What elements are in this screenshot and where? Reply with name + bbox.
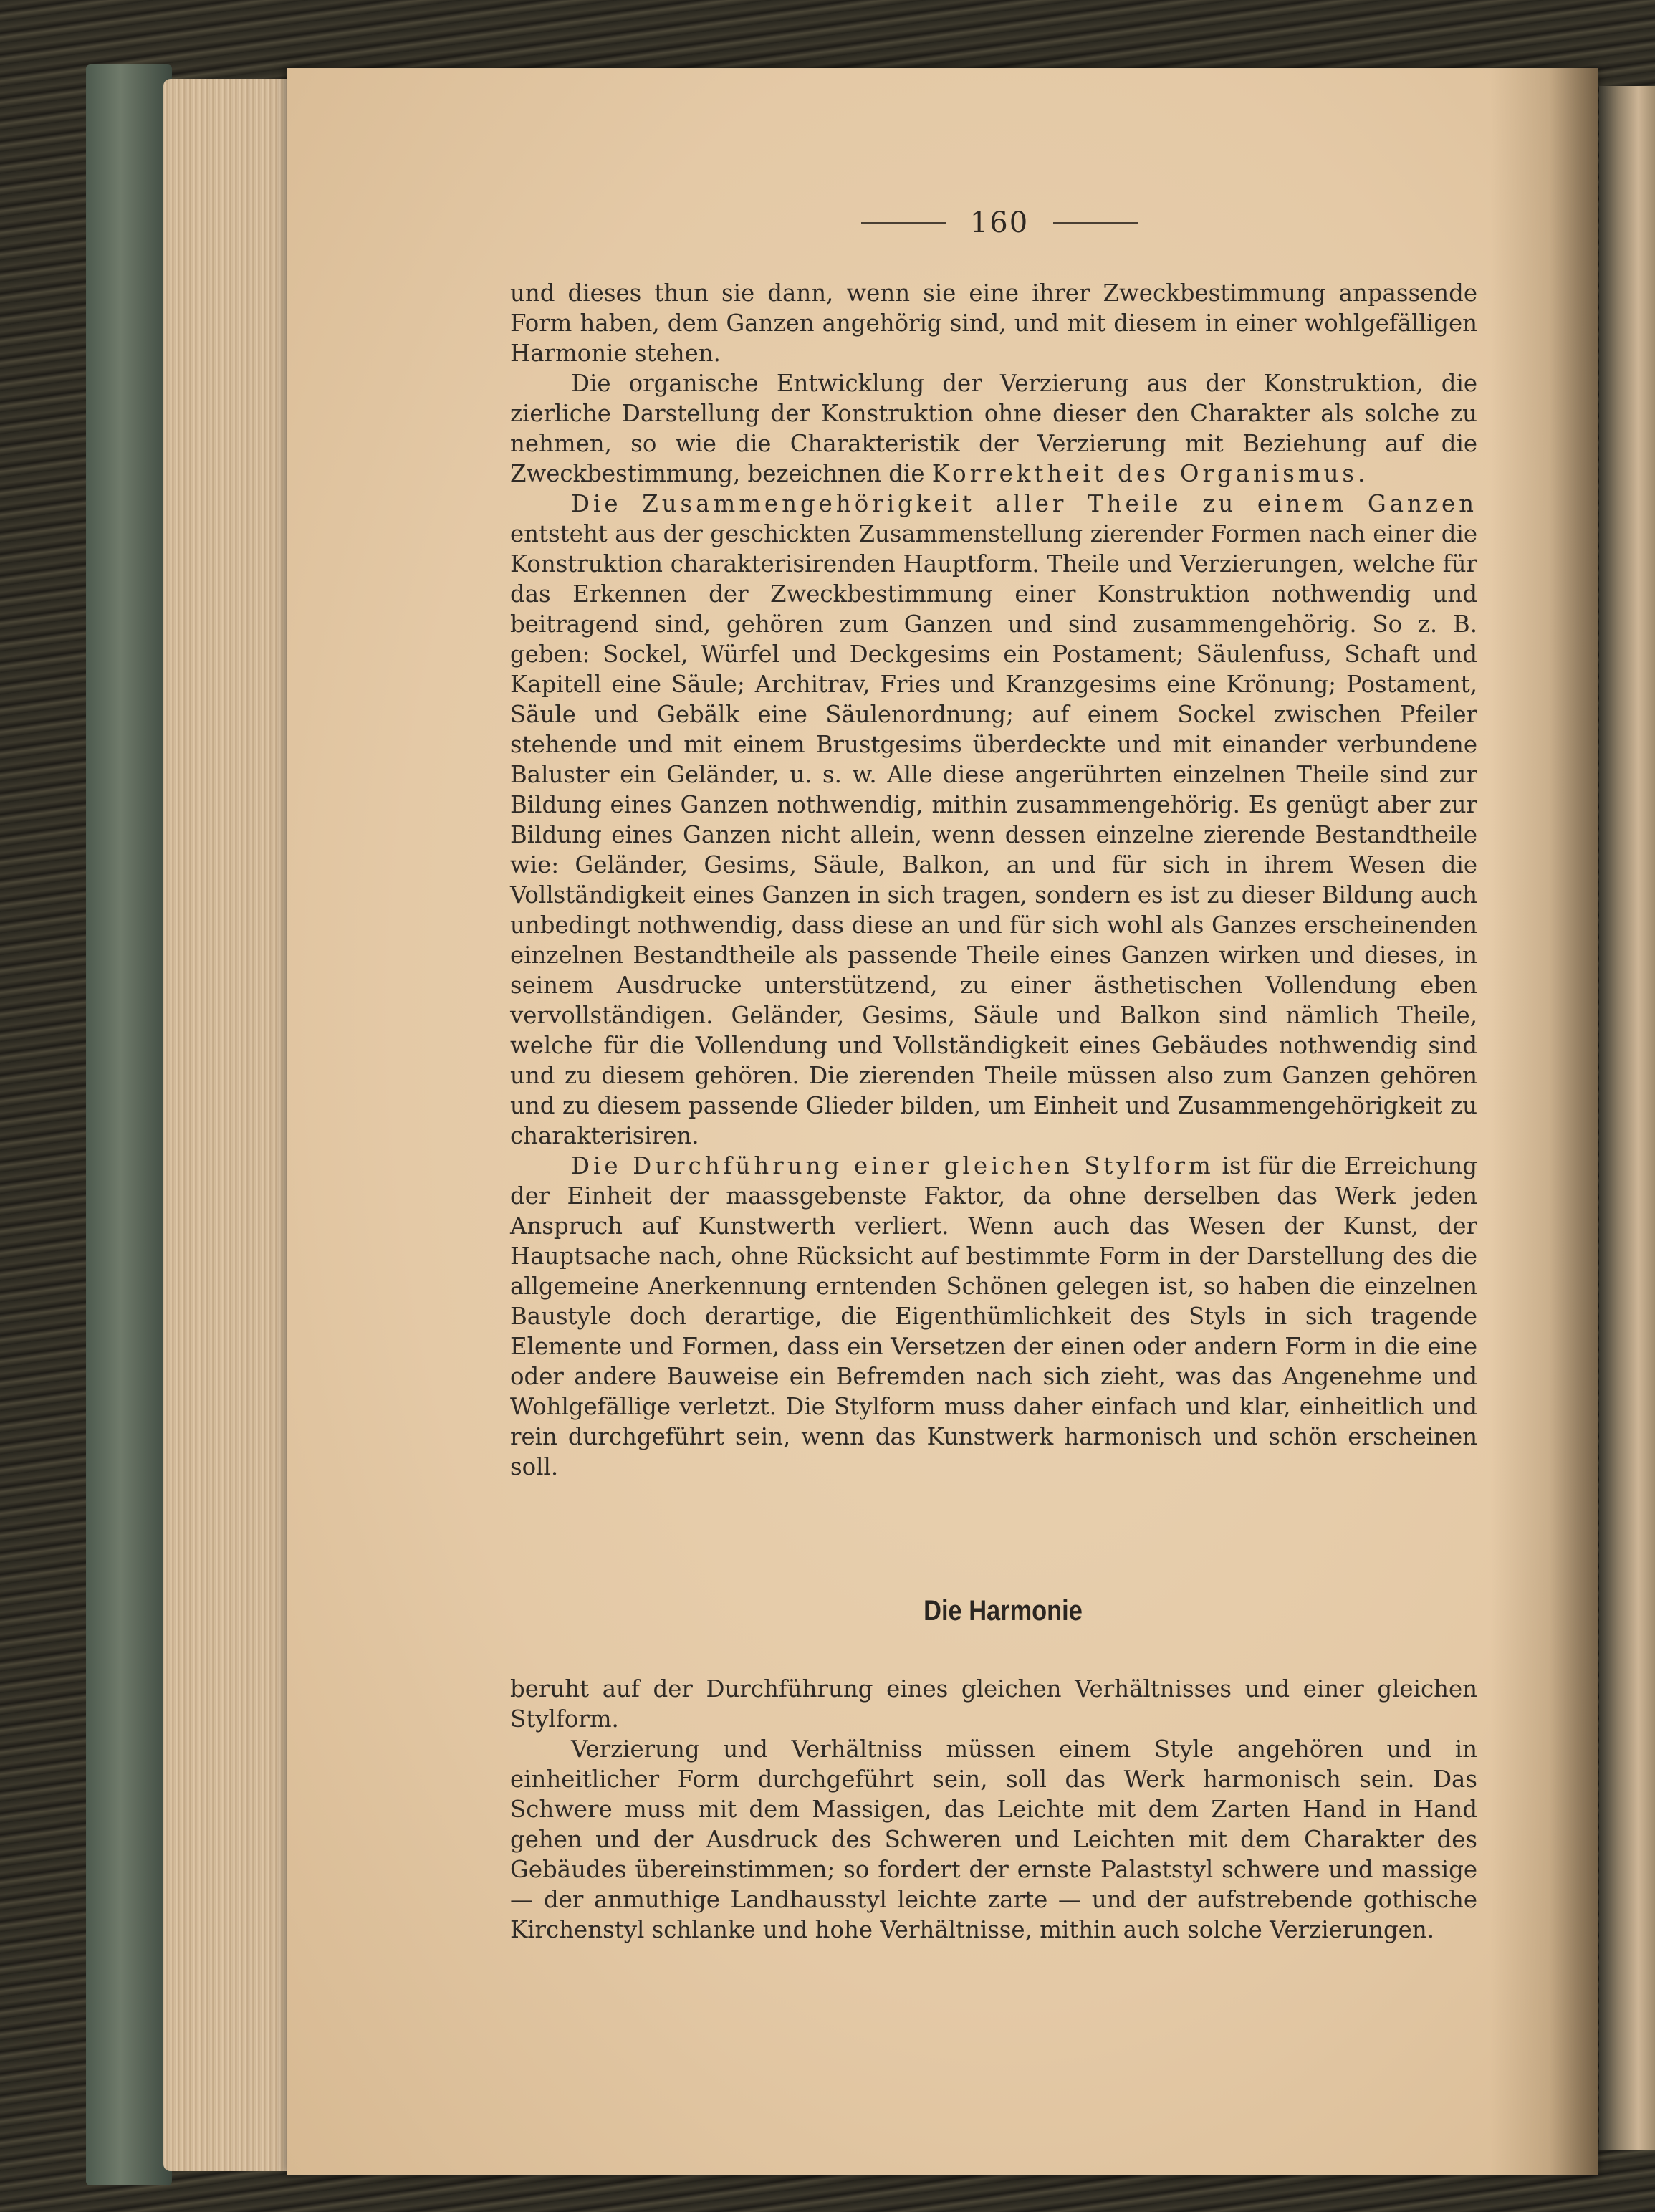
facing-page-edge (1599, 86, 1655, 2150)
spaced-emphasis: Die Zusammengehörigkeit aller Theile zu einem Ganzen (571, 490, 1477, 517)
page-header (856, 205, 1143, 241)
spaced-emphasis: Korrektheit des Organismus. (931, 460, 1369, 487)
paragraph (510, 489, 1477, 1151)
page-gutter-shadow (1490, 68, 1598, 2175)
section-heading: Die Harmonie (924, 1595, 1083, 1627)
body-text-upper (510, 278, 1477, 1482)
header-rule-left (861, 222, 946, 224)
book-spine-cloth (86, 64, 172, 2185)
paragraph-text: Die organische Entwicklung der Verzierung aus der Konstruktion, die zierliche Darstellung der Konstruktion ohne dieser den Charakter als solche zu nehmen, so wie die Charakteristik der Verzierung mit Beziehung auf die Zweckbestimmung, bezeichnen die (510, 370, 1477, 487)
page-number: 160 (969, 206, 1030, 239)
header-rule-right (1053, 222, 1138, 224)
paragraph: Verzierung und Verhältniss müssen einem Style angehören und in einheitlicher Form durchgeführt sein, soll das Werk harmonisch sein. Das Schwere muss mit dem Massigen, das Leichte mit dem Zarten Hand in Hand gehen und der Ausdruck des Schweren und Leichten mit dem Charakter des Gebäudes übereinstimmen; so fordert der ernste Palaststyl schwere und massige — der anmuthige Landhausstyl leichte zarte — und der aufstrebende gothische Kirchenstyl schlanke und hohe Verhältnisse, mithin auch solche Verzierungen. (510, 1735, 1477, 1943)
paragraph: beruht auf der Durchführung eines gleichen Verhältnisses und einer gleichen Stylform. (510, 1675, 1477, 1733)
paragraph (510, 1151, 1477, 1482)
spaced-emphasis: Die Durchführung einer gleichen Stylform (571, 1152, 1214, 1179)
page-edges (163, 79, 307, 2171)
paragraph-text: entsteht aus der geschickten Zusammenstellung zierender Formen nach einer die Konstruktion charakterisirenden Hauptform. Theile und Verzierungen, welche für das Erkennen der Zweckbestimmung einer Konstruktion nothwendig und beitragend sind, gehören zum Ganzen und sind zusammengehörig. So z. B. geben: Sockel, Würfel und Deckgesims ein Postament; Säulenfuss, Schaft und Kapitell eine Säule; Architrav, Fries und Kranzgesims eine Krönung; Postament, Säule und Gebälk eine Säulenordnung; auf einem Sockel zwischen Pfeiler stehende und mit einem Brustgesims überdeckte und mit einander verbundene Baluster ein Geländer, u. s. w. Alle diese angerührten einzelnen Theile sind zur Bildung eines Ganzen nothwendig, mithin zusammengehörig. Es genügt aber zur Bildung eines Ganzen nicht allein, wenn dessen einzelne zierende Bestandtheile wie: Geländer, Gesims, Säule, Balkon, an und für sich in ihrem Wesen die Vollständigkeit eines Ganzen in sich tragen, sondern es ist zu dieser Bildung auch unbedingt nothwendig, dass diese an und für sich wohl als Ganzes erscheinenden einzelnen Bestandtheile als passende Theile eines Ganzen wirken und dieses, in seinem Ausdrucke unterstützend, zu einer ästhetischen Vollendung eben vervollständigen. Geländer, Gesims, Säule und Balkon sind nämlich Theile, welche für die Vollendung und Vollständigkeit eines Gebäudes nothwendig sind und zu diesem gehören. Die zierenden Theile müssen also zum Ganzen gehören und zu diesem passende Glieder bilden, um Einheit und Zusammengehörigkeit zu charakterisiren. (510, 520, 1477, 1149)
paragraph-text: ist für die Erreichung der Einheit der maassgebenste Faktor, da ohne derselben das Werk jeden Anspruch auf Kunstwerth verliert. Wenn auch das Wesen der Kunst, der Hauptsache nach, ohne Rücksicht auf bestimmte Form in der Darstellung des die allgemeine Anerkennung erntenden Schönen gelegen ist, so haben die einzelnen Baustyle doch derartige, die Eigenthümlichkeit des Styls in sich tragende Elemente und Formen, dass ein Versetzen der einen oder andern Form in die eine oder andere Bauweise ein Befremden nach sich zieht, was das Angenehme und Wohlgefällige verletzt. Die Stylform muss daher einfach und klar, einheitlich und rein durchgeführt sein, wenn das Kunstwerk harmonisch und schön erscheinen soll. (510, 1152, 1477, 1480)
paragraph (510, 368, 1477, 489)
paragraph: und dieses thun sie dann, wenn sie eine ihrer Zweckbestimmung anpassende Form haben, dem Ganzen angehörig sind, und mit diesem in einer wohlgefälligen Harmonie stehen. (510, 279, 1477, 367)
body-text-lower (510, 1674, 1477, 1945)
